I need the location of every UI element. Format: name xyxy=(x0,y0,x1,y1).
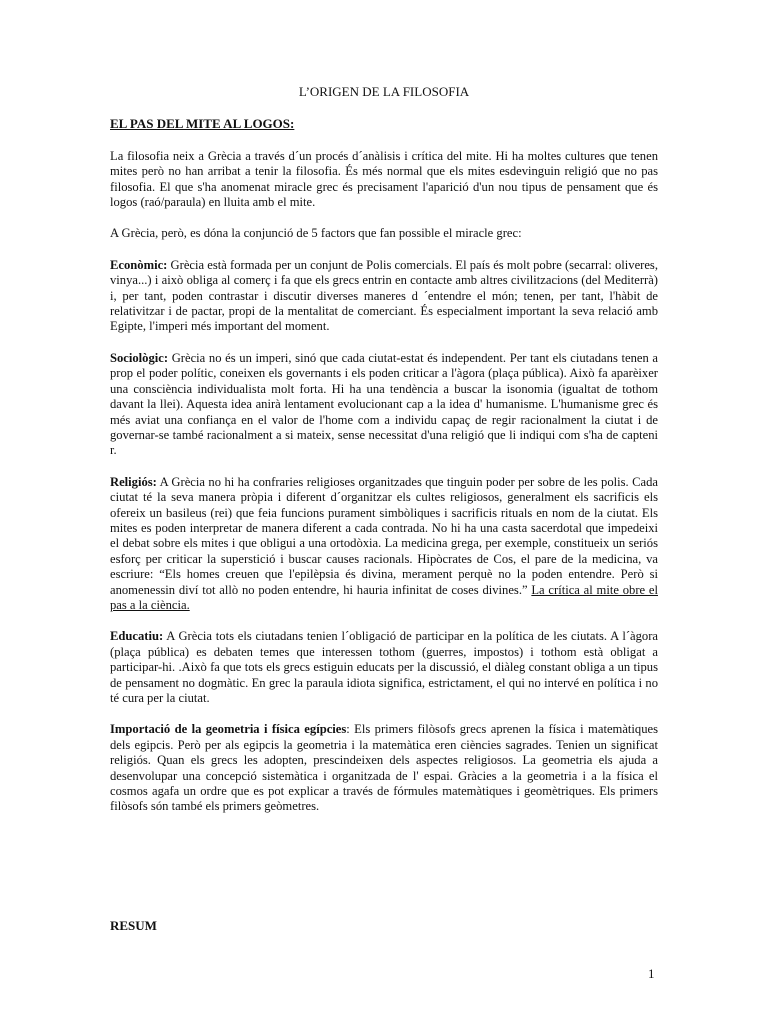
factor-term: Importació de la geometria i física egípcies xyxy=(110,722,347,737)
factors-intro-paragraph: A Grècia, però, es dóna la conjunció de 5 factors que fan possible el miracle grec: xyxy=(110,226,522,241)
factor-text: A Grècia no hi ha confraries religioses organitzades que tinguin poder per sobre de les polis. Cada ciutat té la seva manera pròpia i diferent d´organitzar els cultes religiosos, generalment els sacrificis els ofereix un basileus (rei) que feia funcions purament simbòliques i sacrificis rituals en nom de la ciutat. Els mites es poden interpretar de manera diferent a cada contrada. No hi ha una casta sacerdotal que impedeixi el debat sobre els mites i que obligui a una ortodòxia. La medicina grega, per exemple, constitueix un seriós esforç per criticar la superstició i buscar causes racionals. Hipòcrates de Cos, el pare de la medicina, va escriure: “Els homes creuen que l'epilèpsia és divina, merament perquè no la poden entendre. Però si anomenessin diví tot allò no poden entendre, hi hauria infinitat de coses divines.” xyxy=(110,474,658,597)
factor-economic-paragraph xyxy=(110,258,658,335)
factor-text: Grècia està formada per un conjunt de Polis comercials. El país és molt pobre (secarral: oliveres, vinya...) i això obliga al comerç i fa que els grecs entrin en contacte amb altres civilitzacions (del Mediterrà) i, per tant, poden contrastar i discutir diverses maneres d ´entendre el món; tenen, per tant, l'hàbit de relativitzar i de pactar, propi de la mentalitat de comerciant. És especialment important la seva relació amb Egipte, l'imperi més important del moment. xyxy=(110,257,658,334)
factor-term: Educatiu: xyxy=(110,629,164,644)
underlined-conclusion: La crítica al mite obre el pas a la ciència. xyxy=(110,582,658,612)
section-heading: EL PAS DEL MITE AL LOGOS: xyxy=(110,116,295,132)
factor-religious-paragraph xyxy=(110,475,658,614)
factor-text: : Els primers filòsofs grecs aprenen la física i matemàtiques dels egipcis. Però per als egipcis la geometria i la matemàtica eren ciències sagrades. Tenien un significat religiós. Quan els grecs les adopten, prescindeixen dels aspectes religiosos. La geometria els ajuda a desenvolupar una concepció sistemàtica i organitzada de l' espai. Gràcies a la geometria i a la física el cosmos agafa un ordre que es pot explicar a través de fórmules matemàtiques i geomètriques. Els primers filòsofs són també els primers geòmetres. xyxy=(110,722,659,814)
factor-educational-paragraph xyxy=(110,629,658,706)
document-body xyxy=(110,84,658,831)
factor-text: Grècia no és un imperi, sinó que cada ciutat-estat és independent. Per tant els ciutadans tenen a prop el poder polític, coneixen els governants i els poden criticar a l'àgora (plaça pública). Això fa aparèixer una consciència individualista molt forta. Hi ha una tendència a buscar la isonomia (igualtat de tothom davant la llei). Aquesta idea anirà lentament evolucionant cap a la idea d' humanisme. L'humanisme grec és més aviat una confiança en el valor de l'home com a individu capaç de regir racionalment la ciutat i de governar-se també racionalment a si mateix, sense necessitat d'una religió que li indiqui com s'ha de capteni r. xyxy=(110,350,658,458)
document-title: L’ORIGEN DE LA FILOSOFIA xyxy=(298,84,470,99)
page-number: 1 xyxy=(648,966,655,981)
factor-term: Econòmic: xyxy=(110,257,168,272)
factor-term: Sociològic: xyxy=(110,350,169,365)
factor-sociological-paragraph xyxy=(110,351,658,459)
factor-geometry-paragraph xyxy=(110,722,658,814)
resum-heading: RESUM xyxy=(110,918,157,933)
factor-text: A Grècia tots els ciutadans tenien l´obligació de participar en la política de les ciutats. A l´àgora (plaça pública) es debaten temes que interessen tothom (guerres, impostos) i tothom està obligat a participar-hi. .Això fa que tots els grecs estiguin educats per la discussió, el diàleg constant obliga a un tipus de pensament no dogmàtic. En grec la paraula idiota significa, estrictament, el qui no intervé en política i no té cura per la ciutat. xyxy=(110,629,658,705)
intro-paragraph: La filosofia neix a Grècia a través d´un procés d´anàlisis i crítica del mite. Hi ha moltes cultures que tenen mites però no han arribat a tenir la filosofia. És més normal que els mites esdevinguin religió que no pas filosofia. El que s'ha anomenat miracle grec és precisament l'aparició d'un nou tipus de pensament que és logos (raó/paraula) en lluita amb el mite. xyxy=(110,148,658,210)
factor-term: Religiós: xyxy=(110,474,157,489)
